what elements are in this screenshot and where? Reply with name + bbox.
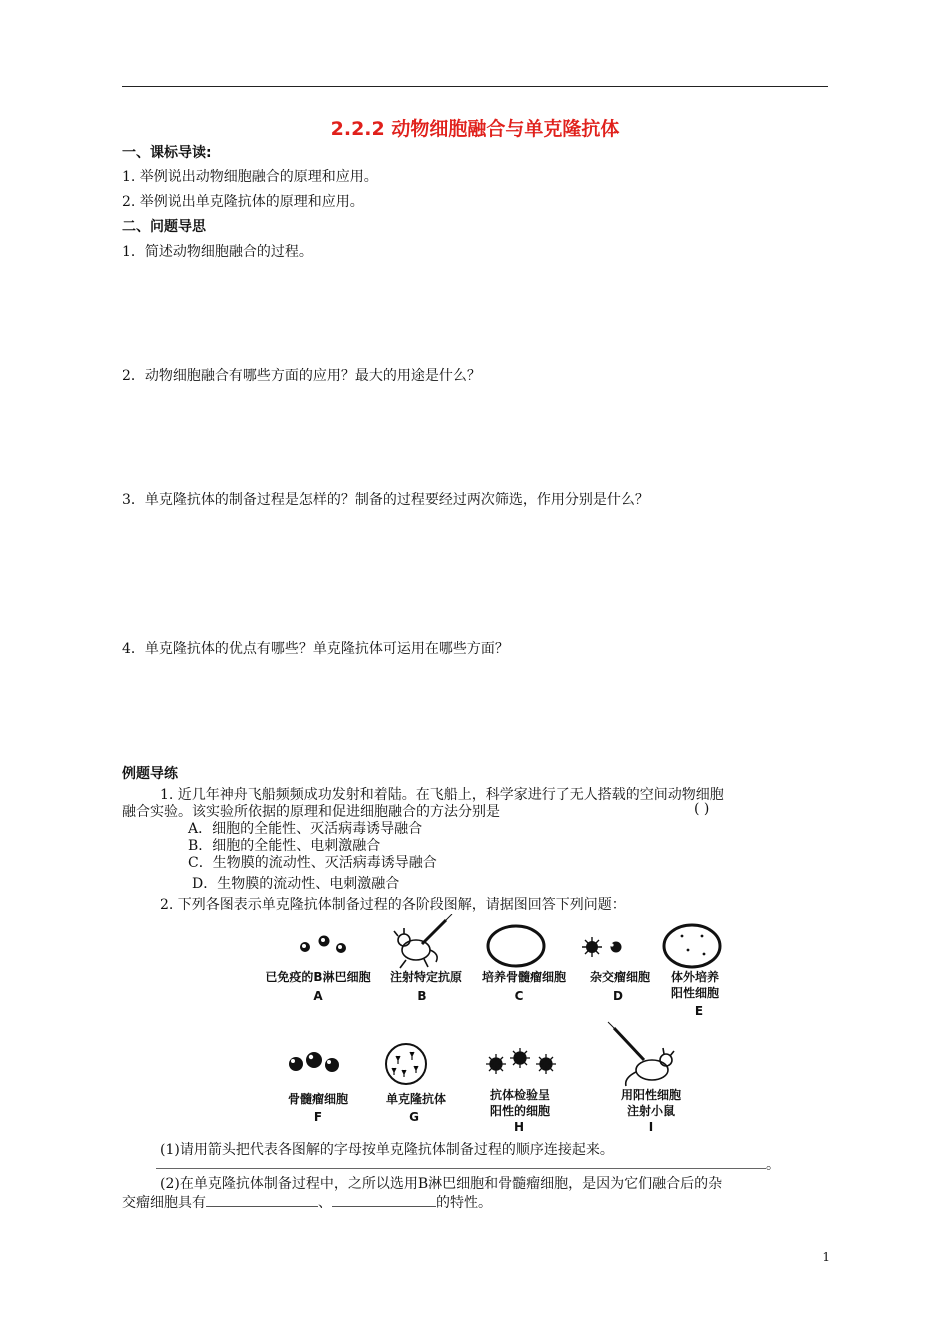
letter-c: C xyxy=(514,989,524,1003)
label-e-2: 阳性细胞 xyxy=(670,986,719,1000)
positive-cells-icon xyxy=(486,1048,556,1074)
section2-heading: 二、问题导思 xyxy=(122,219,206,235)
label-a: 已免疫的B淋巴细胞 xyxy=(265,970,371,984)
answer-line-1[interactable] xyxy=(156,1168,766,1169)
option-a: A．细胞的全能性、灭活病毒诱导融合 xyxy=(188,821,423,837)
label-i-1: 用阳性细胞 xyxy=(620,1088,681,1102)
subquestion-2-line-1: (2)在单克隆抗体制备过程中，之所以选用B淋巴细胞和骨髓瘤细胞，是因为它们融合后的杂 xyxy=(160,1176,723,1192)
letter-b: B xyxy=(417,989,427,1003)
section1-item-1: 1. 举例说出动物细胞融合的原理和应用。 xyxy=(122,169,378,185)
option-d: D．生物膜的流动性、电刺激融合 xyxy=(192,876,400,892)
letter-i: I xyxy=(648,1120,654,1134)
label-b: 注射特定抗原 xyxy=(389,970,462,984)
subquestion-2-line-2 xyxy=(122,1192,492,1212)
question-2: 2．动物细胞融合有哪些方面的应用？最大的用途是什么？ xyxy=(122,368,481,384)
letter-f: F xyxy=(313,1110,323,1124)
culture-dish-icon xyxy=(488,926,544,966)
subquestion-1: (1)请用箭头把代表各图解的字母按单克隆抗体制备过程的顺序连接起来。 xyxy=(160,1142,614,1158)
letter-a: A xyxy=(313,989,323,1003)
example-1-line-2: 融合实验。该实验所依据的原理和促进细胞融合的方法分别是 xyxy=(122,804,500,820)
letter-d: D xyxy=(613,989,623,1003)
section1-heading: 一、课标导读: xyxy=(122,145,212,161)
page-number: 1 xyxy=(822,1250,830,1264)
blank-1[interactable] xyxy=(206,1194,318,1207)
subquestion-2-prefix: 交瘤细胞具有 xyxy=(122,1195,206,1211)
label-h-2: 阳性的细胞 xyxy=(489,1104,550,1118)
label-g: 单克隆抗体 xyxy=(385,1092,446,1106)
label-d: 杂交瘤细胞 xyxy=(589,970,650,984)
question-3: 3．单克隆抗体的制备过程是怎样的？制备的过程要经过两次筛选，作用分别是什么？ xyxy=(122,492,649,508)
label-c: 培养骨髓瘤细胞 xyxy=(481,970,566,984)
label-e-1: 体外培养 xyxy=(670,970,719,984)
letter-h: H xyxy=(513,1120,525,1134)
subquestion-2-suffix: 的特性。 xyxy=(436,1195,492,1211)
answer-line-1-end: 。 xyxy=(766,1157,780,1173)
subquestion-2-separator: 、 xyxy=(318,1195,332,1211)
letter-g: G xyxy=(409,1110,419,1124)
blank-2[interactable] xyxy=(332,1194,436,1207)
page-title: 2.2.2 动物细胞融合与单克隆抗体 xyxy=(330,118,620,140)
figure-row-2 xyxy=(270,1020,740,1090)
label-i-2: 注射小鼠 xyxy=(626,1104,675,1118)
example-2-stem: 2. 下列各图表示单克隆抗体制备过程的各阶段图解，请据图回答下列问题： xyxy=(160,897,626,913)
header-rule xyxy=(122,86,828,87)
question-4: 4．单克隆抗体的优点有哪些？单克隆抗体可运用在哪些方面？ xyxy=(122,641,509,657)
letter-e: E xyxy=(694,1004,704,1018)
label-f: 骨髓瘤细胞 xyxy=(287,1092,348,1106)
positive-culture-dish-icon xyxy=(664,925,720,967)
antibody-dish-icon xyxy=(386,1044,426,1084)
mouse-syringe-icon xyxy=(394,914,452,968)
option-b: B．细胞的全能性、电刺激融合 xyxy=(188,838,381,854)
label-h-1: 抗体检验呈 xyxy=(489,1088,550,1102)
hybridoma-cells-icon xyxy=(582,937,622,957)
question-1: 1．简述动物细胞融合的过程。 xyxy=(122,244,313,260)
answer-paren: ( ) xyxy=(694,801,710,817)
example-1-line-1: 1. 近几年神舟飞船频频成功发射和着陆。在飞船上，科学家进行了无人搭载的空间动物细胞 xyxy=(160,787,724,803)
lymphocyte-cells-icon xyxy=(300,936,346,954)
myeloma-cells-icon xyxy=(289,1052,339,1072)
mouse-injection-icon xyxy=(608,1022,674,1086)
examples-heading: 例题导练 xyxy=(122,766,178,782)
section1-item-2: 2. 举例说出单克隆抗体的原理和应用。 xyxy=(122,194,364,210)
option-c: C．生物膜的流动性、灭活病毒诱导融合 xyxy=(188,855,437,871)
